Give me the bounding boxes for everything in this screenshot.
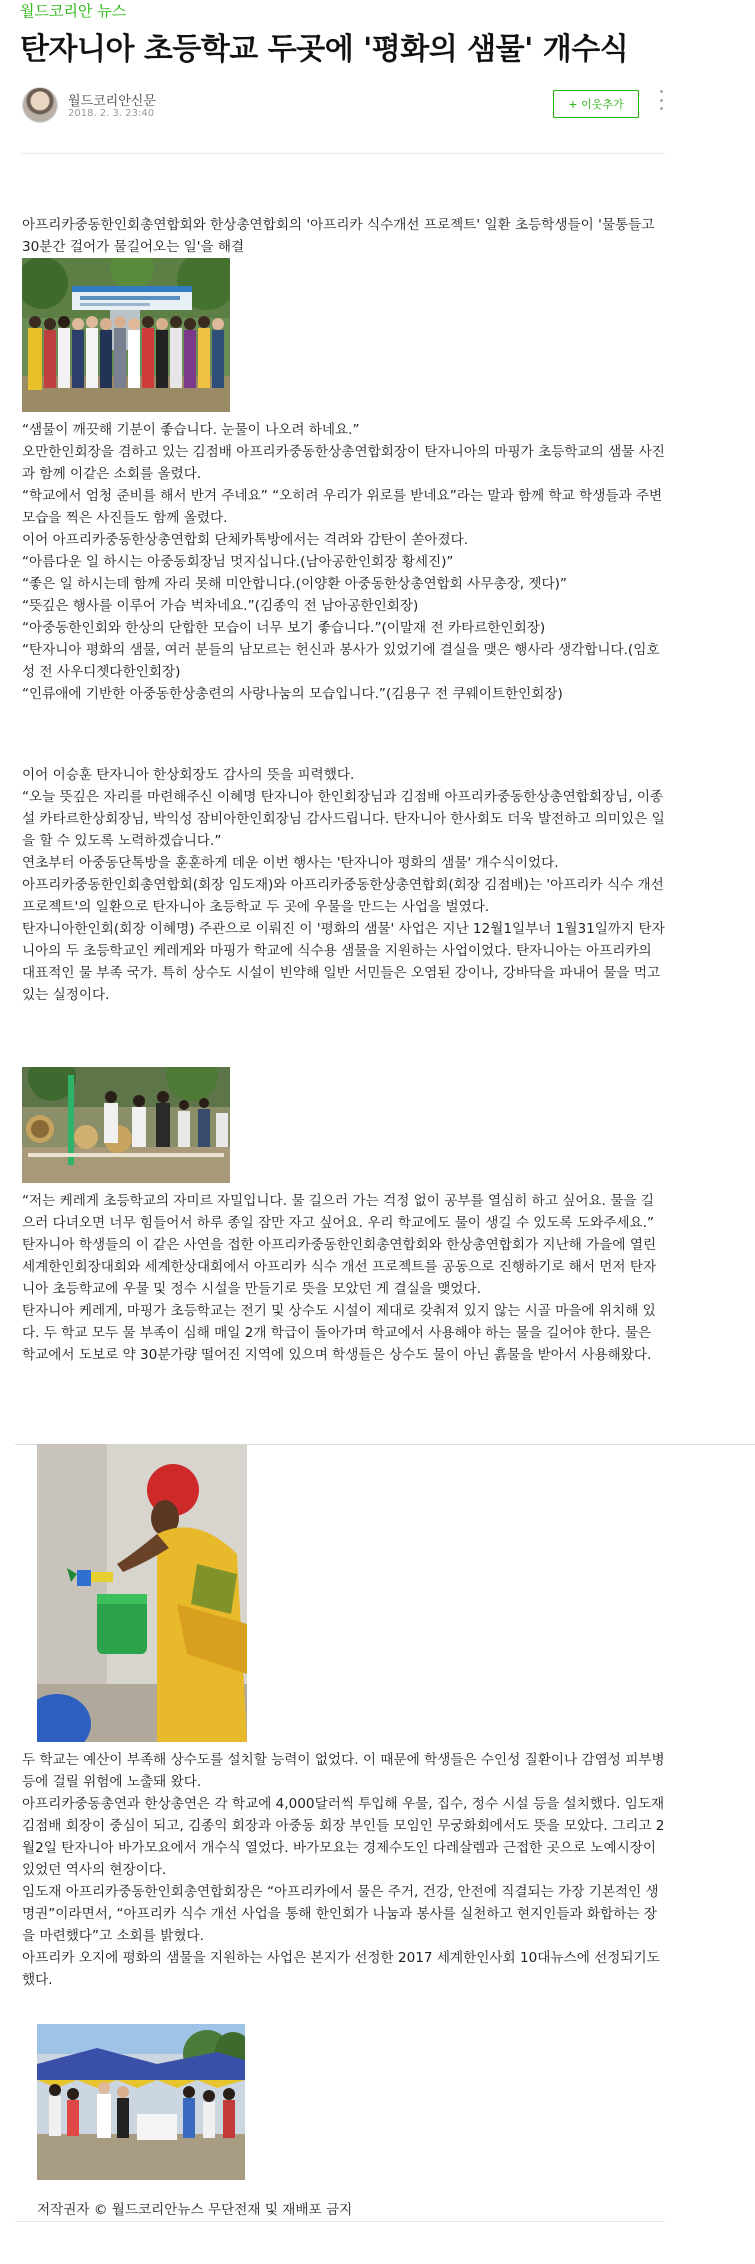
paragraph: 탄자니아한인회(회장 이혜명) 주관으로 이뤄진 이 '평화의 샘물' 사업은 지난 12월1일부너 1월31일까지 탄자니아의 두 초등학교인 케레게와 마핑가 학교에 식수용 샘물을 지원하는 사업이었다. 탄자니아는 아프리카의 대표적인 물 부족 국가. 특히 상수도 시설이 빈약해 일반 서민들은 오염된 강이나, 강바닥을 파내어 물을 먹고 있는 실정이다. [22,921,665,1003]
paragraph: 두 학교는 예산이 부족해 상수도를 설치할 능력이 없었다. 이 때문에 학생들은 수인성 질환이나 감염성 피부병 등에 걸릴 위험에 노출돼 왔다. [22,1752,665,1790]
paragraph: 오만한인회장을 겸하고 있는 김점배 아프리카중동한상총연합회장이 탄자니아의 마핑가 초등학교의 샘물 사진과 함께 이같은 소회를 올렸다. [22,444,665,482]
paragraph: 연초부터 아중동단톡방을 훈훈하게 데운 이번 행사는 '탄자니아 평화의 샘물' 개수식이었다. [22,855,559,871]
footer-divider [15,2221,665,2222]
post-date: 2018. 2. 3. 23:40 [68,108,155,119]
paragraph: “아중동한인회와 한상의 단합한 모습이 너무 보기 좋습니다.”(이말재 전 카타르한인회장) [22,620,546,636]
author-name[interactable]: 월드코리안신문 [68,94,156,109]
paragraph: 탄자니아 학생들의 이 같은 사연을 접한 아프리카중동한인회총연합회와 한상총연합회가 지난해 가을에 열린 세계한인회장대회와 세계한상대회에서 아프리카 식수 개선 프로젝트를 공동으로 진행하기로 해서 먼저 탄자니아 초등학교에 우물 및 정수 시설을 만들기로 뜻을 모았던 게 결실을 맺었다. [22,1237,657,1297]
paragraph: “학교에서 엄청 준비를 해서 반겨 주네요” “오히려 우리가 위로를 받네요”라는 말과 함께 학교 학생들과 주변 모습을 찍은 사진들도 함께 올렸다. [22,488,663,526]
paragraph: “좋은 일 하시는데 함께 자리 못해 미안합니다.(이양환 아중동한상총연합회 사무총장, 젯다)” [22,576,567,592]
paragraph: “인류애에 기반한 아중동한상총련의 사랑나눔의 모습입니다.”(김용구 전 쿠웨이트한인회장) [22,686,563,702]
paragraph: “샘물이 깨끗해 기분이 좋습니다. 눈물이 나오려 하네요.” [22,422,360,438]
quotes-section [22,419,667,705]
students-ceremony-image [22,1067,230,1183]
add-neighbor-button[interactable]: + 이웃추가 [553,90,639,118]
paragraph: 임도재 아프리카중동한인회총연합회장은 “아프리카에서 물은 주거, 건강, 안전에 직결되는 가장 기본적인 생명권”이라면서, “아프리카 식수 개선 사업을 통해 한인회가 나눔과 봉사를 실천하고 현지인들과 화합하는 장을 마련했다”고 소회를 밝혔다. [22,1884,659,1944]
paragraph: 아프리카중동한인회총연합회(회장 임도재)와 아프리카중동한상총연합회(회장 김점배)는 '아프리카 식수 개선 프로젝트'의 일환으로 탄자니아 초등학교 두 곳에 우물을 만드는 사업을 벌였다. [22,877,664,915]
paragraph: 아프리카중동총연과 한상총연은 각 학교에 4,000달러씩 투입해 우물, 집수, 정수 시설 등을 설치했다. 임도재 김점배 회장이 중심이 되고, 김종익 회장과 아중동 회장 부인들 모임인 무궁화회에서도 뜻을 모았다. 그리고 2월2일 탄자니아 바가모요에서 개수식 열었다. 바가모요는 경제수도인 다레살렘과 근접한 곳으로 노예시장이 있었던 역사의 현장이다. [22,1796,665,1878]
header-divider [20,153,665,154]
paragraph: 이어 이승훈 탄자니아 한상회장도 감사의 뜻을 피력했다. [22,767,355,783]
paragraph: “저는 케레게 초등학교의 자미르 자밀입니다. 물 길으러 가는 걱정 없이 공부를 열심히 하고 싶어요. 물을 길으러 다녀오면 너무 힘들어서 하루 종일 잠만 자고 싶어요. 우리 학교에도 물이 생길 수 있도록 도와주세요.” [22,1193,655,1231]
category-link[interactable]: 월드코리안 뉴스 [20,2,127,20]
paragraph: “탄자니아 평화의 샘물, 여러 분들의 남모르는 헌신과 봉사가 있었기에 결실을 맺은 행사라 생각합니다.(임호성 전 사우디젯다한인회장) [22,642,660,680]
copyright-notice: 저작권자 © 월드코리안뉴스 무단전재 및 재배포 금지 [37,2202,353,2218]
intro-text: 아프리카중동한인회총연합회와 한상총연합회의 '아프리카 식수개선 프로젝트' 일환 초등학생들이 '물통들고 30분간 걸어가 물길어오는 일'을 해결 [22,217,655,255]
ceremony-tent-image [37,2024,245,2180]
group-photo-image [22,258,230,412]
more-vertical-icon[interactable] [656,90,666,110]
article-title: 탄자니아 초등학교 두곳에 '평화의 샘물' 개수식 [20,32,629,67]
paragraph: 이어 아프리카중동한상총연합회 단체카톡방에서는 격려와 감탄이 쏟아졌다. [22,532,469,548]
project-section [22,764,667,1006]
woman-at-tap-image [37,1444,247,1742]
paragraph: “아름다운 일 하시는 아중동회장님 멋지십니다.(남아공한인회장 황세진)” [22,554,454,570]
paragraph: “뜻깊은 행사를 이루어 가슴 벅차네요.”(김종익 전 남아공한인회장) [22,598,419,614]
author-avatar[interactable] [22,87,58,123]
closing-section [22,1749,667,1991]
paragraph: 탄자니아 케레게, 마핑가 초등학교는 전기 및 상수도 시설이 제대로 갖춰져 있지 않는 시골 마을에 위치해 있다. 두 학교 모두 물 부족이 심해 매일 2개 학급이 돌아가며 학교에서 사용해야 하는 물을 길어야 한다. 물은 학교에서 도보로 약 30분가량 떨어진 지역에 있으며 학생들은 상수도 물이 아닌 흙물을 받아서 사용해왔다. [22,1303,656,1363]
paragraph: “오늘 뜻깊은 자리를 마련해주신 이혜명 탄자니아 한인회장님과 김점배 아프리카중동한상총연합회장님, 이종설 카타르한상회장님, 박익성 잠비아한인회장님 감사드립니다. 탄자니아 한사회도 더욱 발전하고 의미있은 일을 할 수 있도록 노력하겠습니다.” [22,789,665,849]
student-story-section [22,1190,667,1366]
paragraph: 아프리카 오지에 평화의 샘물을 지원하는 사업은 본지가 선정한 2017 세계한인사회 10대뉴스에 선정되기도 했다. [22,1950,660,1988]
intro-paragraph [22,214,667,258]
